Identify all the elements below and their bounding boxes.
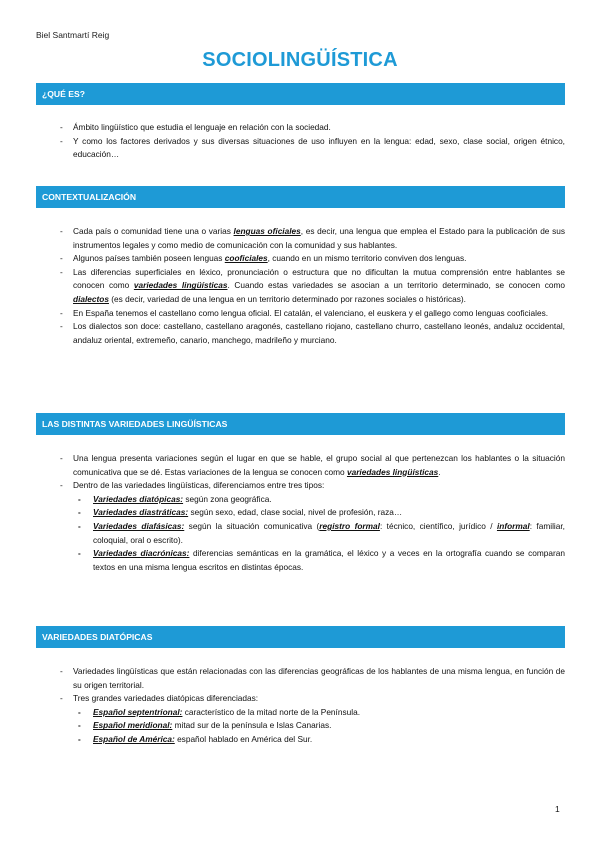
key-term: variedades lingüísticas [133, 280, 228, 291]
key-term: cooficiales [224, 253, 268, 264]
list-item: - Dentro de las variedades lingüísticas, diferenciamos entre tres tipos: - Variedades diatópicas: según zona geográfica. - Variedades diastráticas: según sexo, edad, clase social, nivel de profesión, raza… - Variedades diafásicas: según la situación comunicativa (registro formal: técnico, científico, jurídico / informal: familiar, coloquial, oral o escrito). - Variedades diacrónicas: diferencias semánticas en la gramática, el léxico y a veces en la ortografía cuando se comparan textos en una misma lengua escritos en distintas épocas. [36, 479, 565, 574]
sub-list [73, 706, 565, 747]
page-number: 1 [555, 804, 560, 814]
list-item: - Cada país o comunidad tiene una o varias lenguas oficiales, es decir, una lengua que emplea el Estado para la publicación de sus instrumentos legales y como medio de comunicación con la comunidad y sus hablantes. [36, 225, 565, 252]
sub-list-item: - Variedades diatópicas: según zona geográfica. [73, 493, 565, 507]
key-term: informal [496, 520, 530, 531]
sub-list [73, 493, 565, 575]
key-term: variedades lingüísticas [346, 466, 439, 477]
sub-list-item: - Español meridional: mitad sur de la península e Islas Canarias. [73, 719, 565, 733]
list-item: - Ámbito lingüístico que estudia el lenguaje en relación con la sociedad. [36, 121, 565, 135]
section-heading-variedades-linguisticas: LAS DISTINTAS VARIEDADES LINGÜÍSTICAS [36, 413, 565, 435]
key-term: registro formal [319, 520, 380, 531]
key-term: Español septentrional: [93, 706, 183, 717]
list-item: - Y como los factores derivados y sus diversas situaciones de uso influyen en la lengua: edad, sexo, clase social, origen étnico, educación… [36, 135, 565, 162]
key-term: Variedades diatópicas: [93, 493, 184, 504]
list-item: - Variedades lingüísticas que están relacionadas con las diferencias geográficas de los hablantes de una misma lengua, en función de su origen territorial. [36, 665, 565, 692]
list-item: - Tres grandes variedades diatópicas diferenciadas: - Español septentrional: característico de la mitad norte de la Península. - Español meridional: mitad sur de la península e Islas Canarias. - Español de América: español hablado en América del Sur. [36, 692, 565, 746]
section-list-variedades-linguisticas [36, 452, 565, 574]
sub-list-item: - Variedades diastráticas: según sexo, edad, clase social, nivel de profesión, raza… [73, 506, 565, 520]
key-term: Español de América: [93, 733, 175, 744]
list-item: - Los dialectos son doce: castellano, castellano aragonés, castellano riojano, castellano churro, castellano leonés, andaluz occidental, andaluz oriental, extremeño, canario, manchego, madrileño y murciano. [36, 320, 565, 347]
key-term: Variedades diafásicas: [93, 520, 185, 531]
section-list-variedades-diatopicas [36, 665, 565, 747]
list-item: - Las diferencias superficiales en léxico, pronunciación o estructura que no dificultan la mutua comprensión entre hablantes se conocen como variedades lingüísticas. Cuando estas variedades se asocian a un territorio determinado, se conocen como dialectos (es decir, variedad de una lengua en un territorio determinado por razones sociales o históricas). [36, 266, 565, 307]
section-list-que-es [36, 121, 565, 162]
sub-list-item: - Variedades diacrónicas: diferencias semánticas en la gramática, el léxico y a veces en la ortografía cuando se comparan textos en una misma lengua escritos en distintas épocas. [73, 547, 565, 574]
sub-list-item: - Español septentrional: característico de la mitad norte de la Península. [73, 706, 565, 720]
key-term: Español meridional: [93, 720, 173, 731]
key-term: lenguas oficiales [233, 226, 301, 236]
list-item: - En España tenemos el castellano como lengua oficial. El catalán, el valenciano, el euskera y el gallego como lenguas cooficiales. [36, 307, 565, 321]
list-item: - Algunos países también poseen lenguas cooficiales, cuando en un mismo territorio conviven dos lenguas. [36, 252, 565, 266]
key-term: dialectos [73, 293, 109, 304]
sub-list-item: - Variedades diafásicas: según la situación comunicativa (registro formal: técnico, científico, jurídico / informal: familiar, coloquial, oral o escrito). [73, 520, 565, 547]
section-heading-que-es: ¿QUÉ ES? [36, 83, 565, 105]
list-item: - Una lengua presenta variaciones según el lugar en que se hable, el grupo social al que pertenezcan los hablantes o la situación comunicativa que se dé. Estas variaciones de la lengua se conocen como variedades lingüísticas. [36, 452, 565, 479]
section-heading-variedades-diatopicas: VARIEDADES DIATÓPICAS [36, 626, 565, 648]
sub-list-item: - Español de América: español hablado en América del Sur. [73, 733, 565, 747]
section-list-contextualizacion [36, 225, 565, 347]
document-title: SOCIOLINGÜÍSTICA [202, 49, 398, 71]
author-name: Biel Santmartí Reig [36, 30, 110, 40]
key-term: Variedades diastráticas: [93, 507, 189, 518]
section-heading-contextualizacion: CONTEXTUALIZACIÓN [36, 186, 565, 208]
key-term: Variedades diacrónicas: [93, 548, 190, 559]
